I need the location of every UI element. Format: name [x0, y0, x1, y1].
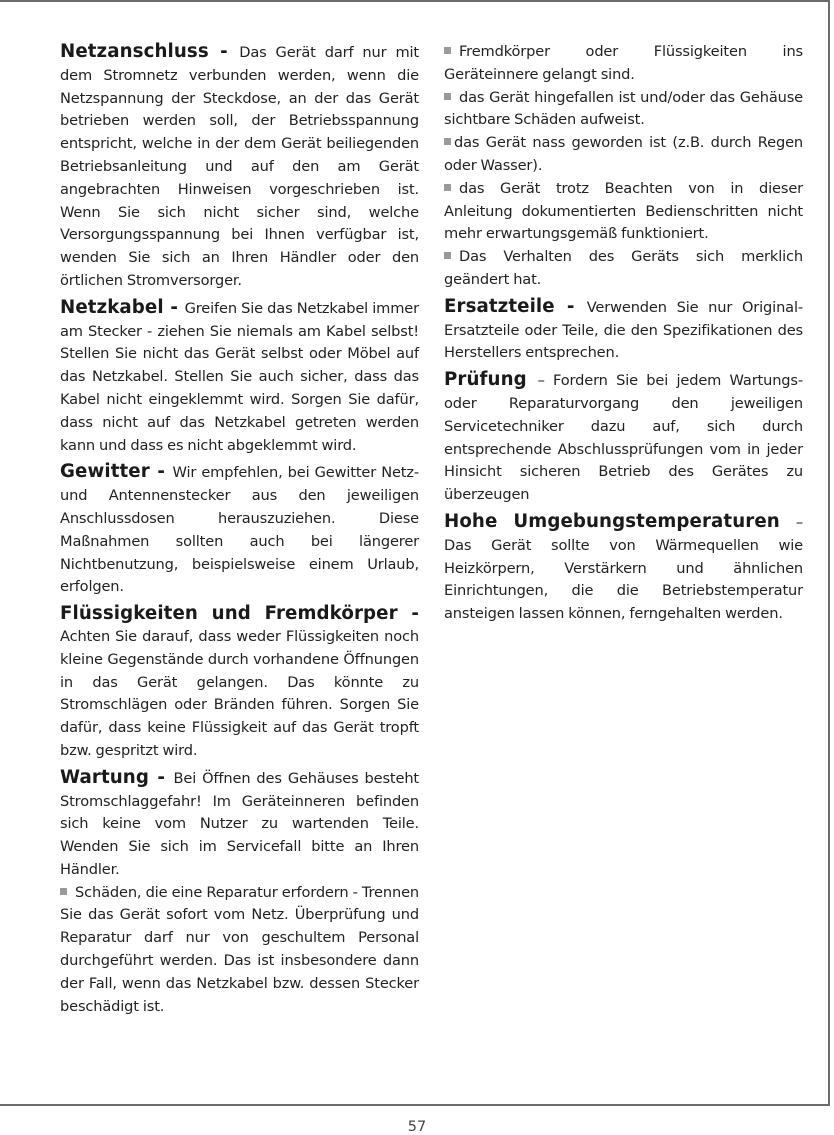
square-bullet-icon	[444, 93, 451, 100]
section-heading: Gewitter -	[60, 461, 173, 483]
page-number: 57	[407, 1119, 427, 1135]
bullet-item	[444, 132, 803, 178]
section-ersatzteile	[444, 296, 803, 365]
square-bullet-icon	[60, 888, 67, 895]
square-bullet-icon	[444, 252, 451, 259]
bullet-item	[444, 178, 803, 246]
left-column	[60, 41, 419, 1022]
section-text: – Das Gerät sollte von Wärmequellen wie Heizkörpern, Verstärkern und ähnlichen Einrichtungen, die die Betriebstemperatur ansteigen lassen können, ferngehalten werden.	[444, 513, 803, 623]
bullet-item	[60, 882, 419, 1019]
section-text: Achten Sie darauf, dass weder Flüssigkeiten noch kleine Gegenstände durch vorhandene Öffnungen in das Gerät gelangen. Das könnte zu Stromschlägen oder Bränden führen. Sorgen Sie dafür, dass keine Flüssigkeit auf das Gerät tropft bzw. gespritzt wird.	[60, 627, 419, 759]
section-heading: Netzanschluss -	[60, 41, 240, 62]
square-bullet-icon	[444, 184, 451, 191]
bullet-item	[444, 246, 803, 292]
section-netzkabel	[60, 297, 419, 458]
section-text: Verwenden Sie nur Original-Ersatzteile oder Teile, die den Spezifikationen des Herstellers entsprechen.	[444, 298, 803, 362]
right-column	[444, 41, 803, 630]
section-umgebungstemperaturen	[444, 511, 803, 626]
bullet-text: das Gerät hingefallen ist und/oder das Gehäuse sichtbare Schäden aufweist.	[444, 88, 803, 129]
section-netzanschluss	[60, 41, 419, 293]
bullet-text: Fremdkörper oder Flüssigkeiten ins Geräteinnere gelangt sind.	[444, 43, 803, 83]
bullet-item	[444, 41, 803, 87]
square-bullet-icon	[444, 138, 451, 145]
section-fluessigkeiten	[60, 603, 419, 763]
section-wartung	[60, 767, 419, 1019]
section-text: Wir empfehlen, bei Gewitter Netz- und Antennenstecker aus den jeweiligen Anschlussdosen herauszuziehen. Diese Maßnahmen sollten auch bei längerer Nichtbenutzung, beispielsweise einem Urlaub, erfolgen.	[60, 464, 419, 596]
section-heading: Prüfung	[444, 369, 538, 391]
section-heading: Netzkabel -	[60, 296, 185, 318]
section-text: Das Gerät darf nur mit dem Stromnetz verbunden werden, wenn die Netzspannung der Steckdose, an der das Gerät betrieben werden soll, der Betriebsspannung entspricht, welche in der dem Gerät beiliegenden Betriebsanleitung und auf den am Gerät angebrachten Hinweisen vorgeschrieben ist. Wenn Sie sich nicht sicher sind, welche Versorgungsspannung bei Ihnen verfügbar ist, wenden Sie sich an Ihren Händler oder den örtlichen Stromversorger.	[60, 44, 419, 289]
section-heading: Wartung -	[60, 766, 174, 788]
section-text: Greifen Sie das Netzkabel immer am Stecker - ziehen Sie niemals am Kabel selbst! Stellen Sie nicht das Gerät selbst oder Möbel auf das Netzkabel. Stellen Sie auch sicher, dass das Kabel nicht eingeklemmt wird. Sorgen Sie dafür, dass nicht auf das Netzkabel getreten werden kann und dass es nicht abgeklemmt wird.	[60, 299, 419, 454]
bullet-text: das Gerät trotz Beachten von in dieser Anleitung dokumentierten Bedienschritten nicht mehr erwartungsgemäß funktioniert.	[444, 179, 803, 243]
bullet-text: Das Verhalten des Geräts sich merklich geändert hat.	[444, 248, 803, 288]
bullet-text: das Gerät nass geworden ist (z.B. durch Regen oder Wasser).	[444, 134, 803, 174]
bullet-text: Schäden, die eine Reparatur erfordern - Trennen Sie das Gerät sofort vom Netz. Überprüfung und Reparatur darf nur von geschultem Personal durchgeführt werden. Das ist insbesondere dann der Fall, wenn das Netzkabel bzw. dessen Stecker beschädigt ist.	[60, 883, 419, 1015]
bullet-item	[444, 87, 803, 133]
section-text: Bei Öffnen des Gehäuses besteht Stromschlaggefahr! Im Geräteinneren befinden sich keine vom Nutzer zu wartenden Teile. Wenden Sie sich im Servicefall bitte an Ihren Händler.	[60, 769, 419, 878]
section-pruefung	[444, 369, 803, 507]
section-heading: Hohe Umgebungstemperaturen	[444, 510, 796, 532]
section-heading: Ersatzteile -	[444, 295, 587, 317]
section-text: – Fordern Sie bei jedem Wartungs- oder Reparaturvorgang den jeweiligen Servicetechniker dazu auf, sich durch entsprechende Abschlussprüfungen vom in jeder Hinsicht sicheren Betrieb des Gerätes zu überzeugen	[444, 372, 803, 504]
section-heading: Flüssigkeiten und Fremdkörper -	[60, 603, 419, 625]
square-bullet-icon	[444, 47, 451, 54]
section-gewitter	[60, 461, 419, 599]
